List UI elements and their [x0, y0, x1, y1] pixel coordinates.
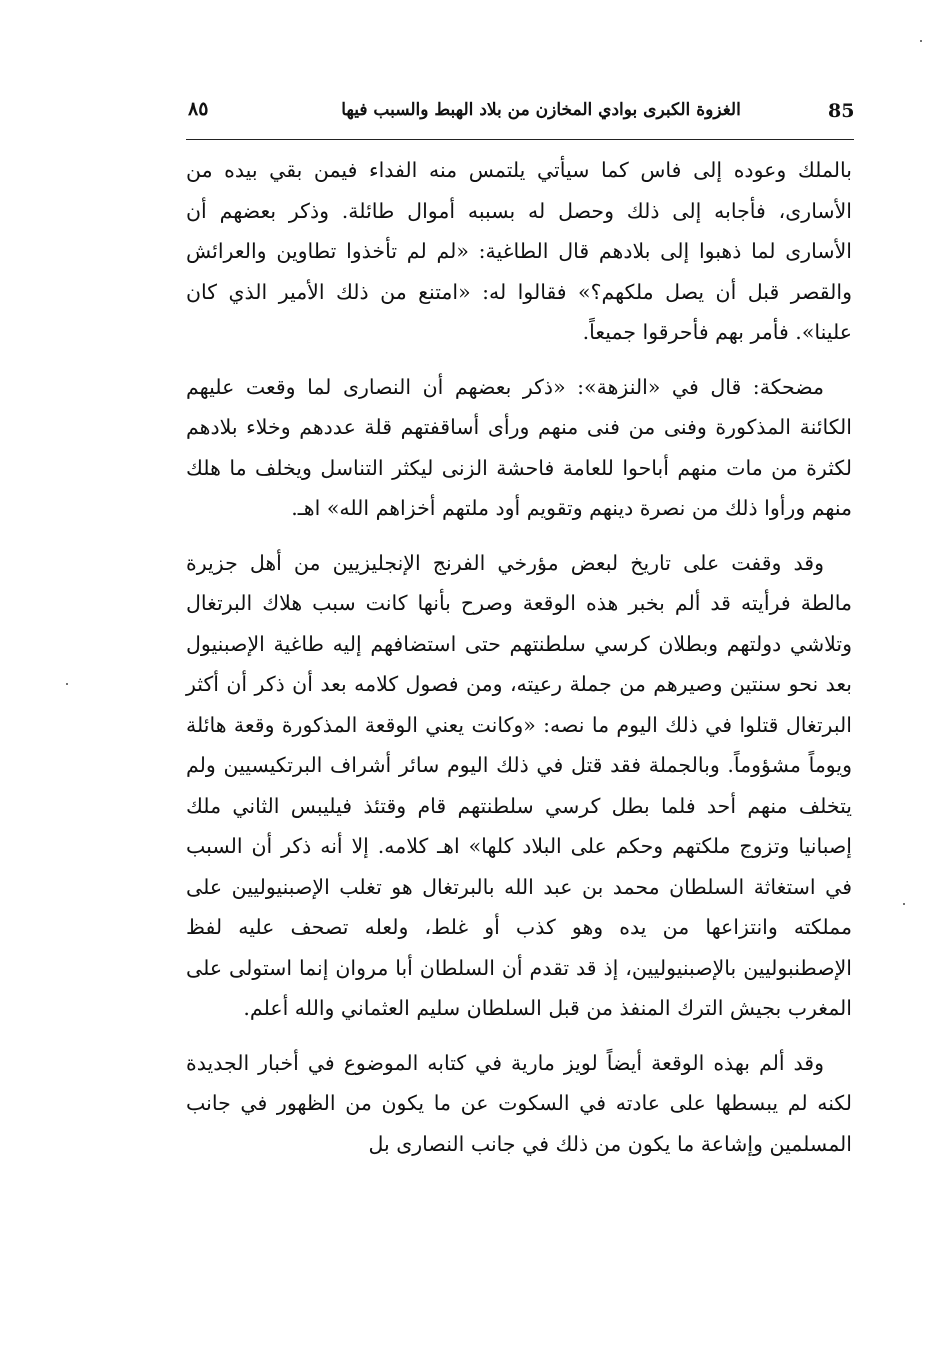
- body-text: [186, 150, 852, 1178]
- running-header: [186, 96, 854, 136]
- chapter-title: الغزوة الكبرى بوادي المخازن من بلاد الهبط والسبب فيها: [341, 100, 741, 120]
- page-number-arabic: ٨٥: [188, 98, 209, 120]
- paragraph: بالملك وعوده إلى فاس كما سيأتي يلتمس منه الفداء فيمن بقي بيده من الأسارى، فأجابه إلى ذلك وحصل له بسببه أموال طائلة. وذكر بعضهم أن الأسارى لما ذهبوا إلى بلادهم قال الطاغية: «لم لم تأخذوا تطاوين والعرائش والقصر قبل أن يصل ملكهم؟» فقالوا له: «امتنع من ذلك الأمير الذي كان علينا». فأمر بهم فأحرقوا جميعاً.: [186, 158, 852, 344]
- scan-speck: [903, 903, 905, 905]
- paragraph: وقد وقفت على تاريخ لبعض مؤرخي الفرنج الإنجليزيين من أهل جزيرة مالطة فرأيته قد ألم بخبر هذه الوقعة وصرح بأنها كانت سبب هلاك البرتغال وتلاشي دولتهم وبطلان كرسي سلطنتهم حتى استضافهم إليه طاغية الإصبنيول بعد نحو سنتين وصيرهم من جملة رعيته، ومن فصول كلامه بعد أن ذكر أن أكثر البرتغال قتلوا في ذلك اليوم ما نصه: «وكانت يعني الوقعة المذكورة وقعة هائلة ويوماً مشؤوماً. وبالجملة فقد قتل في ذلك اليوم سائر أشراف البرتكيسيين ولم يتخلف منهم أحد فلما بطل كرسي سلطنتهم قام وقتئذ فيليبس الثاني ملك إصبانيا وتزوج ملكتهم وحكم على البلاد كلها» اهـ كلامه. إلا أنه ذكر أن السبب في استغاثة السلطان محمد بن عبد الله بالبرتغال هو تغلب الإصبنيوليين على مملكته وانتزاعها من يده وهو كذب أو غلط، ولعله تصحف عليه لفظ الإصطنبوليين بالإصبنيوليين، إذ قد تقدم أن السلطان أبا مروان إنما استولى على المغرب بجيش الترك المنفذ من قبل السلطان سليم العثماني والله أعلم.: [186, 550, 852, 1020]
- paragraph: مضحكة: قال في «النزهة»: «ذكر بعضهم أن النصارى لما وقعت عليهم الكائنة المذكورة وفنى من فنى منهم ورأى أساقفتهم قلة عددهم وخلاء بلادهم لكثرة من مات منهم أباحوا للعامة فاحشة الزنى ليكثر التناسل ويخلف ما هلك منهم ورأوا ذلك من نصرة دينهم وتقويم أود ملتهم أخزاهم الله» اهـ.: [186, 374, 852, 520]
- page-number-latin: 85: [828, 100, 855, 122]
- header-divider: [186, 139, 854, 140]
- scan-speck: [920, 40, 922, 42]
- scan-speck: [66, 683, 68, 685]
- paragraph: وقد ألم بهذه الوقعة أيضاً لويز مارية في كتابه الموضوع في أخبار الجديدة لكنه لم يبسطها على عادته في السكوت عن ما يكون من الظهور في جانب المسلمين وإشاعة ما يكون من ذلك في جانب النصارى بل: [186, 1050, 852, 1156]
